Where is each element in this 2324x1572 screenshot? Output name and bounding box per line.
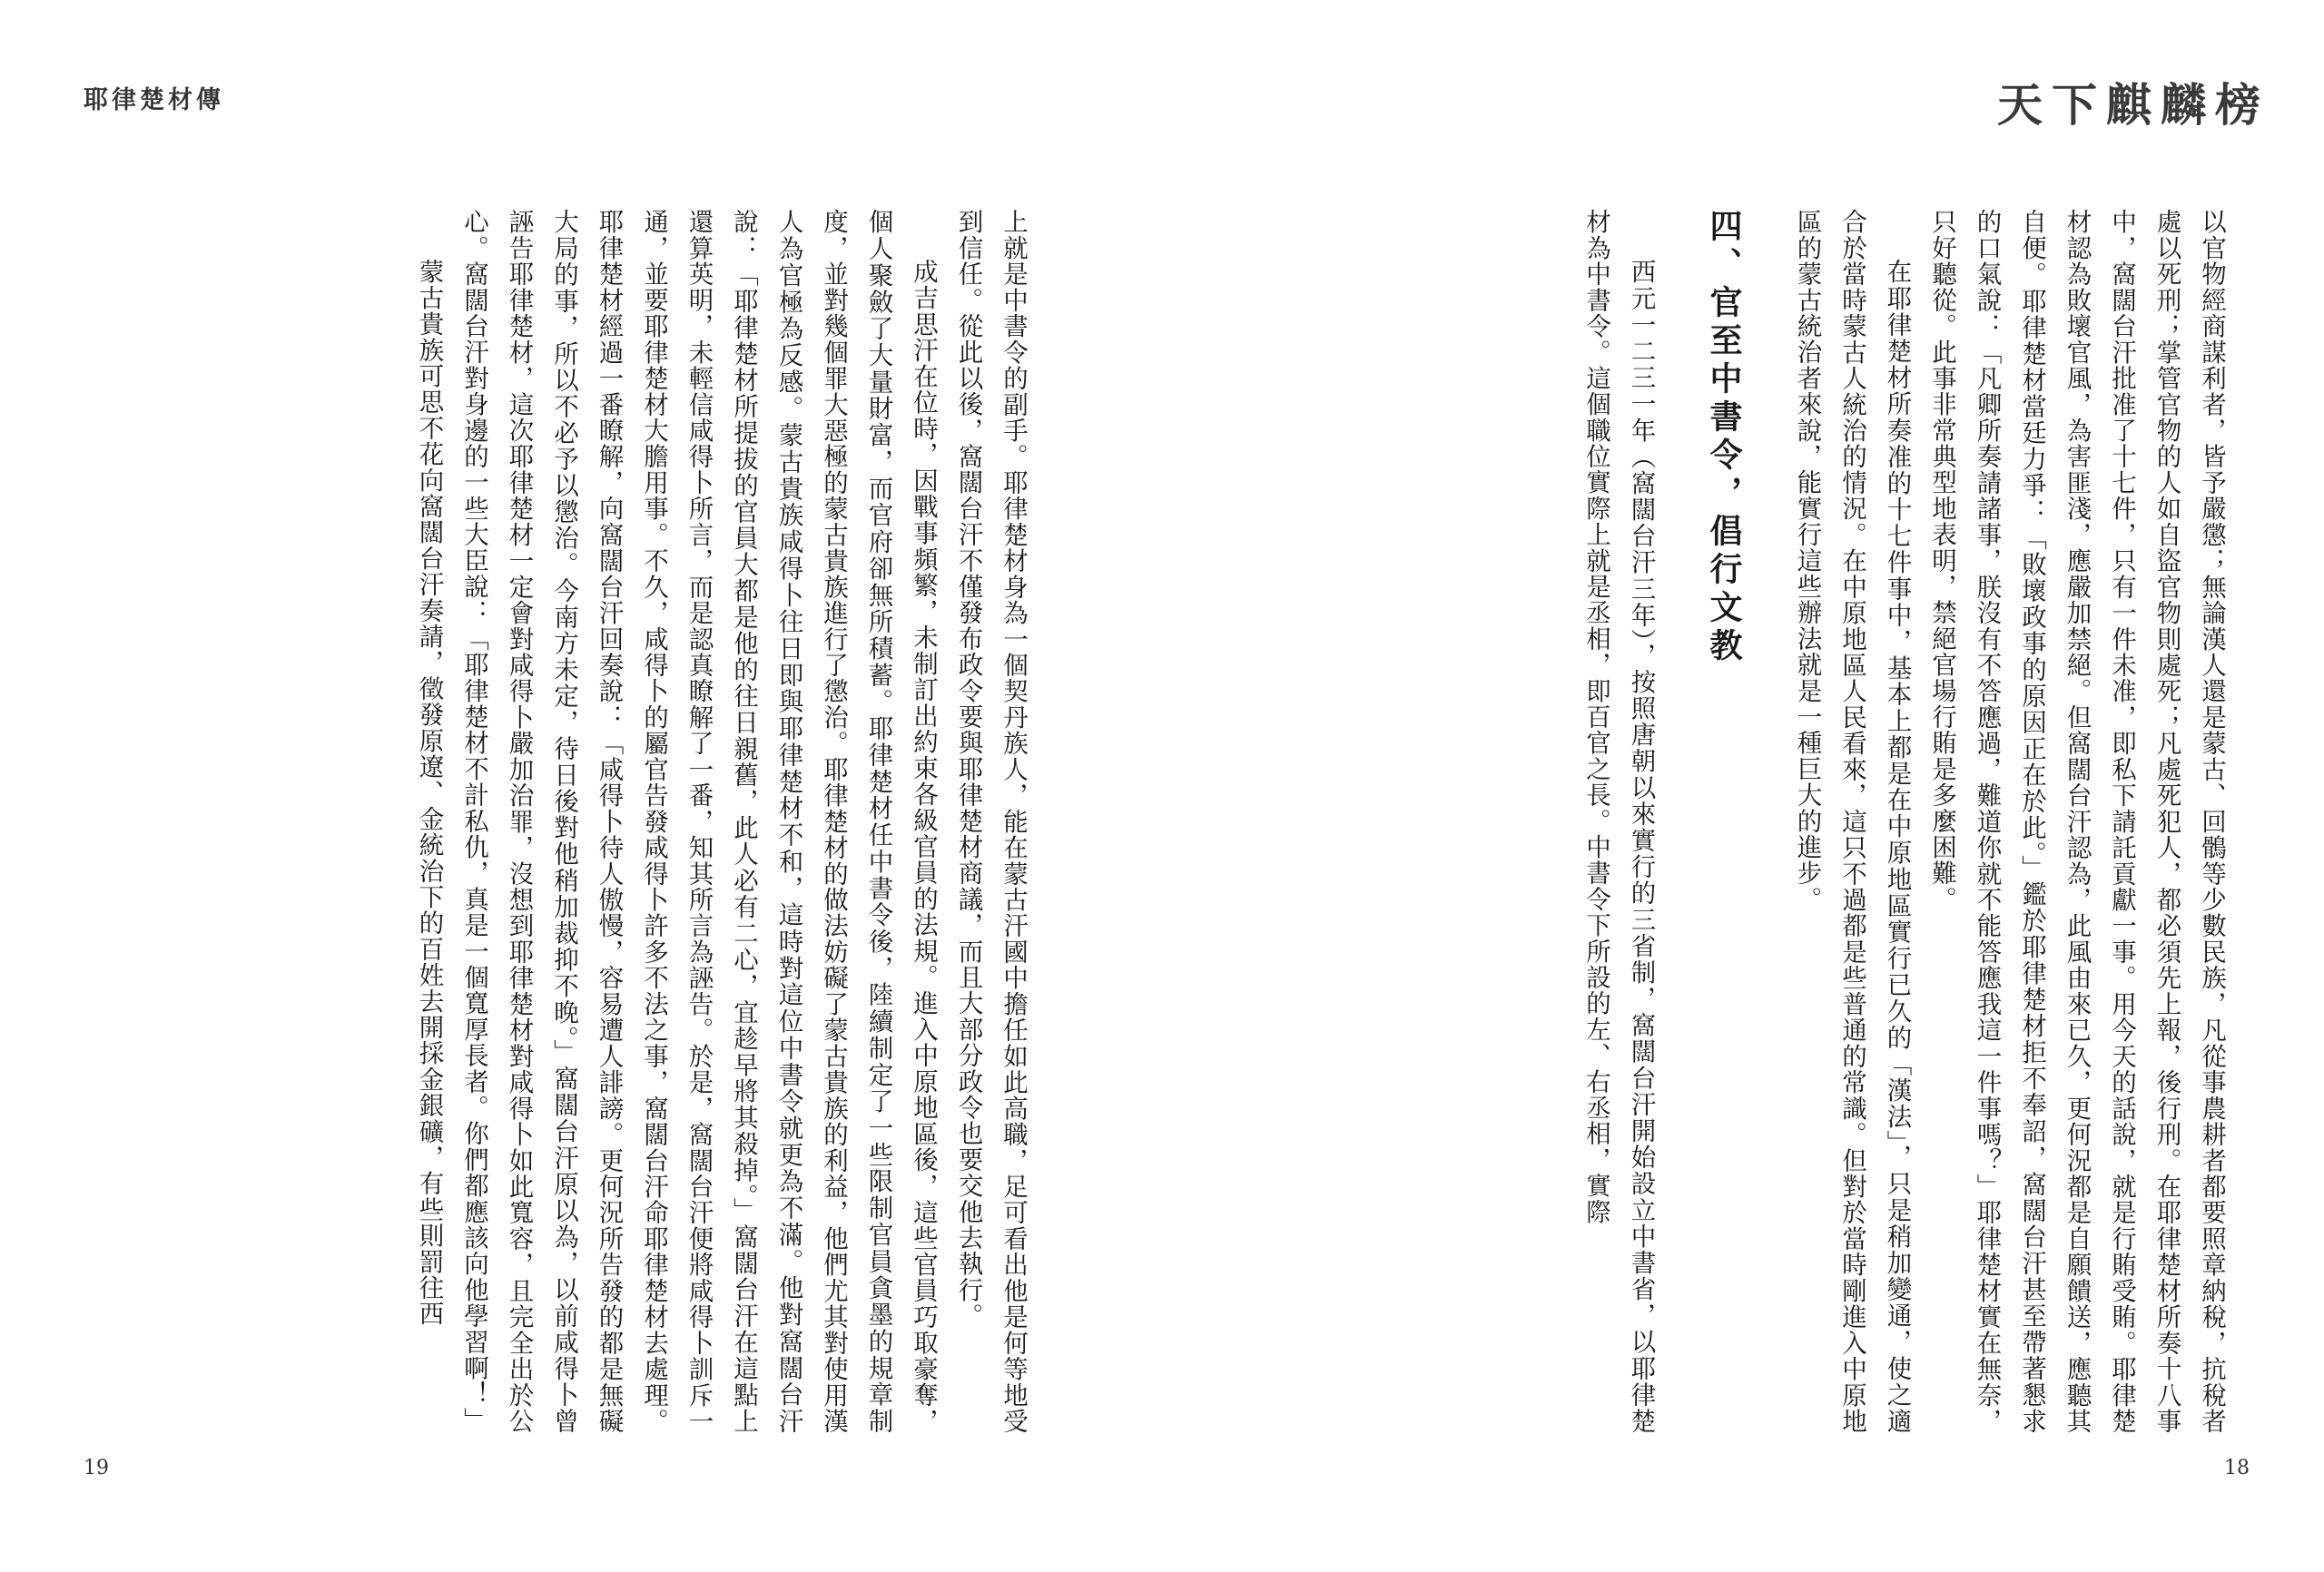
paragraph: 西元一二三一年（窩闊台汗三年），按照唐朝以來實行的三省制，窩闊台汗開始設立中書省，以耶律楚材為中書令。這個職位實際上就是丞相，即百官之長。中書令下所設的左、右丞相，實際 — [1581, 209, 1656, 1434]
section-heading: 四、官至中書令，倡行文教 — [1705, 209, 1742, 666]
right-page — [1162, 0, 2324, 1572]
right-page-text — [1271, 209, 2233, 1434]
left-page-text — [127, 209, 1035, 1434]
paragraph: 成吉思汗在位時，因戰事頻繁，未制訂出約束各級官員的法規。進入中原地區後，這些官員巧取豪奪，個人聚斂了大量財富，而官府卻無所積蓄。耶律楚材任中書令後，陸續制定了一些限制官員貪墨的規章制度，並對幾個罪大惡極的蒙古貴族進行了懲治。耶律楚材的做法妨礙了蒙古貴族的利益，他們尤其對使用漢人為官極為反感。蒙古貴族咸得卜往日即與耶律楚材不和，這時對這位中書令就更為不滿。他對窩闊台汗說：「耶律楚材所提拔的官員大都是他的往日親舊，此人必有二心，宜趁早將其殺掉。」窩闊台汗在這點上還算英明，未輕信咸得卜所言，而是認真瞭解了一番，知其所言為誣告。於是，窩闊台汗便將咸得卜訓斥一通，並要耶律楚材大膽用事。不久，咸得卜的屬官告發咸得卜許多不法之事，窩闊台汗命耶律楚材去處理。耶律楚材經過一番瞭解，向窩闊台汗回奏說：「咸得卜待人傲慢，容易遭人誹謗。更何況所告發的都是無礙大局的事，所以不必予以懲治。今南方未定，待日後對他稍加裁抑不晚。」窩闊台汗原以為，以前咸得卜曾誣告耶律楚材，這次耶律楚材一定會對咸得卜嚴加治罪，沒想到耶律楚材對咸得卜如此寬容，且完全出於公心。窩闊台汗對身邊的一些大臣說：「耶律楚材不計私仇，真是一個寬厚長者。你們都應該向他學習啊！」 — [459, 209, 938, 1434]
paragraph: 蒙古貴族可思不花向窩闊台汗奏請，徵發原遼、金統治下的百姓去開採金銀礦，有些則罰往西 — [414, 259, 444, 1327]
page-number: 19 — [84, 1457, 109, 1479]
paragraph: 以官物經商謀利者，皆予嚴懲；無論漢人還是蒙古、回鶻等少數民族，凡從事農耕者都要照章納稅，抗稅者處以死刑；掌管官物的人如自盜官物則處死；凡處死犯人，都必須先上報，後行刑。在耶律楚材所奏十八事中，窩闊台汗批准了十七件，只有一件未准，即私下請託貢獻一事。用今天的話說，就是行賄受賄。耶律楚材認為敗壞官風，為害匪淺，應嚴加禁絕。但窩闊台汗認為，此風由來已久，更何況都是自願饋送，應聽其自便。耶律楚材當廷力爭：「敗壞政事的原因正在於此。」鑑於耶律楚材拒不奉詔，窩闊台汗甚至帶著懇求的口氣說：「凡卿所奏請諸事，朕沒有不答應過，難道你就不能答應我這一件事嗎？」耶律楚材實在無奈，只好聽從。此事非常典型地表明，禁絕官場行賄是多麼困難。 — [1927, 209, 2226, 1434]
running-head: 耶律楚材傳 — [84, 86, 224, 114]
paragraph: 上就是中書令的副手。耶律楚材身為一個契丹族人，能在蒙古汗國中擔任如此高職，足可看出他是何等地受到信任。從此以後，窩闊台汗不僅發布政令要與耶律楚材商議，而且大部分政令也要交他去執行。 — [953, 209, 1028, 1434]
paragraph: 在耶律楚材所奏准的十七件事中，基本上都是在中原地區實行已久的「漢法」，只是稍加變通，使之適合於當時蒙古人統治的情況。在中原地區人民看來，這只不過都是些普通的常識。但對於當時剛進入中原地區的蒙古統治者來說，能實行這些辦法就是一種巨大的進步。 — [1792, 209, 1912, 1434]
page-number: 18 — [2224, 1457, 2250, 1479]
series-logo: 天下麒麟榜 — [1997, 78, 2270, 132]
